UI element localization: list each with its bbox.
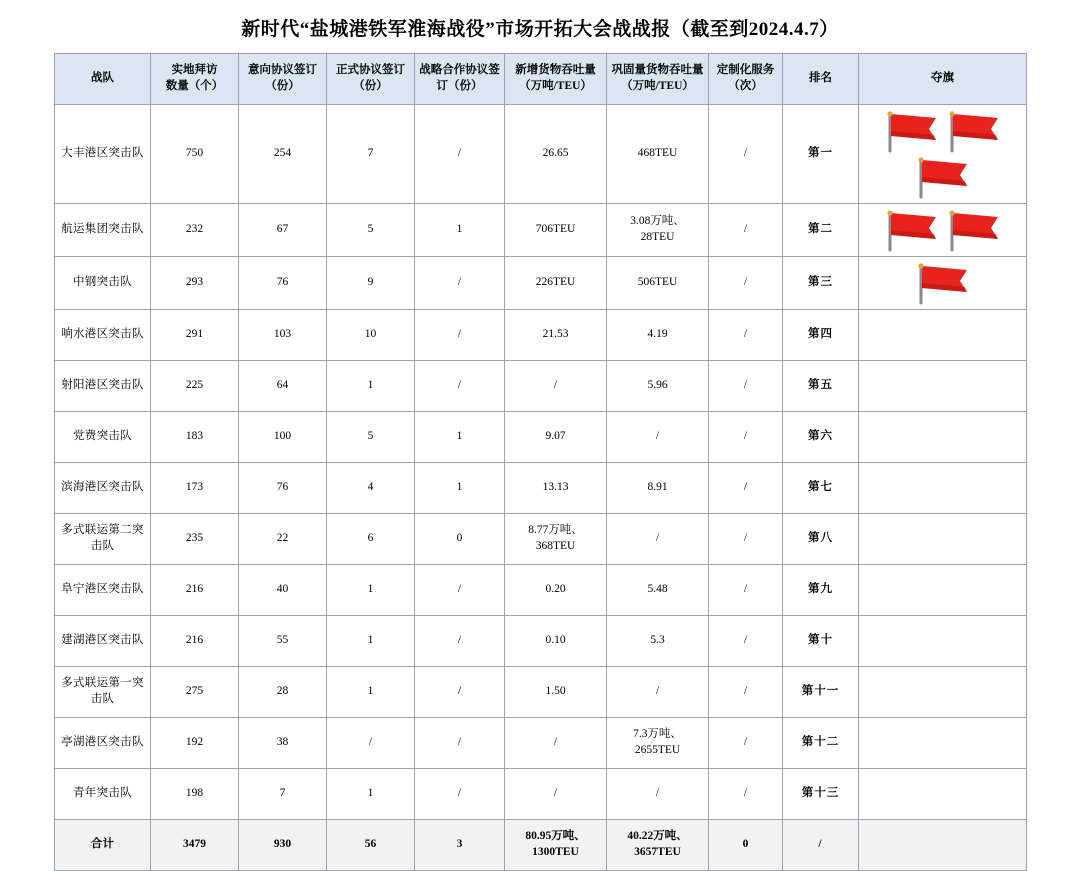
cell-new-throughput [505, 718, 607, 769]
flag-group [862, 588, 1023, 592]
cell-intent-agreements: 7 [239, 769, 327, 820]
cell-consolidated-throughput [607, 105, 709, 204]
cell-custom-service: / [709, 361, 783, 412]
cell-team: 滨海港区突击队 [55, 463, 151, 514]
cell-consolidated-throughput [607, 820, 709, 871]
cell-rank: 第二 [783, 204, 859, 257]
header-line: 实地拜访 [171, 64, 218, 77]
cell-rank: 第九 [783, 565, 859, 616]
cell-value [610, 214, 705, 245]
cell-intent-agreements: 38 [239, 718, 327, 769]
cell-strategic-agreements: 1 [415, 412, 505, 463]
table-row [55, 616, 1027, 667]
cell-value [610, 531, 705, 547]
cell-line: 1300TEU [532, 846, 579, 858]
cell-intent-agreements: 254 [239, 105, 327, 204]
cell-strategic-agreements: / [415, 667, 505, 718]
cell-team: 多式联运第二突击队 [55, 514, 151, 565]
victory-flag-icon [944, 208, 1004, 252]
cell-flags [859, 361, 1027, 412]
victory-flag-icon [882, 109, 942, 153]
table-row [55, 412, 1027, 463]
cell-value [508, 633, 603, 649]
cell-line: 3657TEU [634, 846, 681, 858]
cell-value [610, 727, 705, 758]
cell-team: 合计 [55, 820, 151, 871]
cell-intent-agreements: 76 [239, 463, 327, 514]
cell-consolidated-throughput [607, 514, 709, 565]
cell-visits: 173 [151, 463, 239, 514]
table-body [55, 105, 1027, 871]
cell-consolidated-throughput [607, 616, 709, 667]
cell-formal-agreements: / [327, 718, 415, 769]
flag-group [862, 690, 1023, 694]
cell-flags [859, 820, 1027, 871]
cell-line: / [553, 787, 558, 800]
cell-intent-agreements: 55 [239, 616, 327, 667]
cell-line: / [655, 430, 660, 443]
column-header-new-throughput [505, 54, 607, 105]
cell-flags [859, 718, 1027, 769]
cell-team: 大丰港区突击队 [55, 105, 151, 204]
cell-strategic-agreements: / [415, 616, 505, 667]
cell-new-throughput [505, 257, 607, 310]
cell-line: 226TEU [535, 276, 576, 289]
cell-line: 4.19 [647, 328, 668, 341]
cell-value [508, 275, 603, 291]
cell-line: 26.65 [542, 147, 569, 160]
cell-visits: 192 [151, 718, 239, 769]
cell-visits: 235 [151, 514, 239, 565]
cell-intent-agreements: 67 [239, 204, 327, 257]
cell-strategic-agreements: / [415, 718, 505, 769]
cell-line: / [553, 736, 558, 749]
header-line: （万吨/TEU） [519, 80, 592, 92]
cell-line: 0.10 [545, 634, 566, 647]
flag-group [862, 259, 1023, 307]
cell-value [508, 480, 603, 496]
cell-new-throughput [505, 820, 607, 871]
cell-line: 13.13 [542, 481, 569, 494]
cell-custom-service: 0 [709, 820, 783, 871]
cell-visits: 216 [151, 565, 239, 616]
cell-rank: 第三 [783, 257, 859, 310]
cell-line: 9.07 [545, 430, 566, 443]
page-title: 新时代“盐城港铁军淮海战役”市场开拓大会战战报（截至到2024.4.7） [241, 19, 839, 40]
cell-new-throughput [505, 514, 607, 565]
cell-custom-service: / [709, 565, 783, 616]
flag-group [862, 333, 1023, 337]
cell-intent-agreements: 40 [239, 565, 327, 616]
cell-visits: 198 [151, 769, 239, 820]
cell-team: 中钢突击队 [55, 257, 151, 310]
cell-custom-service: / [709, 769, 783, 820]
cell-consolidated-throughput [607, 667, 709, 718]
flag-group [862, 792, 1023, 796]
cell-value [610, 378, 705, 394]
column-header-visits [151, 54, 239, 105]
cell-value [610, 327, 705, 343]
cell-flags [859, 463, 1027, 514]
flag-group [862, 639, 1023, 643]
cell-flags [859, 204, 1027, 257]
cell-new-throughput [505, 463, 607, 514]
cell-team: 射阳港区突击队 [55, 361, 151, 412]
cell-formal-agreements: 56 [327, 820, 415, 871]
cell-value [508, 829, 603, 860]
cell-visits: 750 [151, 105, 239, 204]
cell-new-throughput [505, 616, 607, 667]
table-row [55, 565, 1027, 616]
cell-rank: / [783, 820, 859, 871]
column-header-team [55, 54, 151, 105]
cell-consolidated-throughput [607, 361, 709, 412]
cell-line: 2655TEU [634, 744, 681, 756]
table-total-row [55, 820, 1027, 871]
cell-formal-agreements: 1 [327, 769, 415, 820]
cell-value [508, 582, 603, 598]
header-line: 数量（个） [165, 80, 224, 92]
victory-flag-icon [913, 155, 973, 199]
cell-intent-agreements: 100 [239, 412, 327, 463]
cell-new-throughput [505, 310, 607, 361]
cell-strategic-agreements: / [415, 105, 505, 204]
cell-formal-agreements: 5 [327, 412, 415, 463]
cell-value [508, 327, 603, 343]
header-line: 排名 [809, 72, 832, 85]
cell-visits: 225 [151, 361, 239, 412]
victory-flag-icon [913, 261, 973, 305]
flag-group [862, 537, 1023, 541]
cell-new-throughput [505, 412, 607, 463]
cell-rank: 第六 [783, 412, 859, 463]
cell-value [610, 429, 705, 445]
cell-rank: 第十一 [783, 667, 859, 718]
cell-team: 党费突击队 [55, 412, 151, 463]
cell-formal-agreements: 4 [327, 463, 415, 514]
cell-team: 阜宁港区突击队 [55, 565, 151, 616]
cell-line: 21.53 [542, 328, 569, 341]
header-line: （万吨/TEU） [621, 80, 694, 92]
header-line: 新增货物吞吐量 [515, 64, 596, 77]
cell-line: 5.3 [650, 634, 665, 647]
cell-team: 建湖港区突击队 [55, 616, 151, 667]
cell-new-throughput [505, 565, 607, 616]
cell-new-throughput [505, 769, 607, 820]
cell-strategic-agreements: / [415, 310, 505, 361]
cell-new-throughput [505, 361, 607, 412]
cell-consolidated-throughput [607, 257, 709, 310]
cell-line: 8.77万吨、 [528, 524, 583, 537]
cell-line: 40.22万吨、 [627, 830, 688, 843]
victory-flag-icon [944, 109, 1004, 153]
cell-value [610, 786, 705, 802]
cell-custom-service: / [709, 718, 783, 769]
table-row [55, 257, 1027, 310]
cell-custom-service: / [709, 105, 783, 204]
header-line: （次） [728, 80, 763, 92]
battle-report-table [54, 53, 1027, 871]
cell-value [610, 633, 705, 649]
column-header-consolidated-throughput [607, 54, 709, 105]
cell-rank: 第十 [783, 616, 859, 667]
cell-intent-agreements: 103 [239, 310, 327, 361]
cell-formal-agreements: 1 [327, 667, 415, 718]
table-row [55, 361, 1027, 412]
victory-flag-icon [882, 208, 942, 252]
cell-custom-service: / [709, 667, 783, 718]
header-line: 定制化服务 [716, 64, 775, 77]
cell-custom-service: / [709, 310, 783, 361]
cell-custom-service: / [709, 616, 783, 667]
cell-formal-agreements: 9 [327, 257, 415, 310]
cell-line: 706TEU [535, 223, 576, 236]
column-header-rank [783, 54, 859, 105]
cell-value [508, 429, 603, 445]
header-line: （份） [265, 80, 300, 92]
table-row [55, 463, 1027, 514]
cell-visits: 183 [151, 412, 239, 463]
cell-line: 1.50 [545, 685, 566, 698]
cell-consolidated-throughput [607, 565, 709, 616]
column-header-intent-agreements [239, 54, 327, 105]
cell-new-throughput [505, 667, 607, 718]
cell-value [508, 222, 603, 238]
flag-group [862, 741, 1023, 745]
table-row [55, 310, 1027, 361]
cell-custom-service: / [709, 412, 783, 463]
table-row [55, 667, 1027, 718]
cell-visits: 275 [151, 667, 239, 718]
column-header-strategic-agreements [415, 54, 505, 105]
cell-value [610, 480, 705, 496]
cell-new-throughput [505, 105, 607, 204]
cell-flags [859, 310, 1027, 361]
cell-formal-agreements: 1 [327, 616, 415, 667]
cell-consolidated-throughput [607, 412, 709, 463]
cell-intent-agreements: 22 [239, 514, 327, 565]
cell-intent-agreements: 930 [239, 820, 327, 871]
cell-line: 8.91 [647, 481, 668, 494]
cell-formal-agreements: 1 [327, 361, 415, 412]
cell-flags [859, 565, 1027, 616]
cell-formal-agreements: 6 [327, 514, 415, 565]
cell-line: 5.48 [647, 583, 668, 596]
header-line: 战略合作协议签 [419, 64, 500, 77]
cell-consolidated-throughput [607, 204, 709, 257]
column-header-custom-service [709, 54, 783, 105]
header-line: 巩固量货物吞吐量 [611, 64, 704, 77]
cell-custom-service: / [709, 204, 783, 257]
cell-strategic-agreements: / [415, 257, 505, 310]
flag-group [862, 206, 1023, 254]
cell-strategic-agreements: / [415, 565, 505, 616]
cell-line: 368TEU [535, 540, 576, 552]
cell-team: 航运集团突击队 [55, 204, 151, 257]
cell-team: 青年突击队 [55, 769, 151, 820]
table-row [55, 769, 1027, 820]
cell-line: 0.20 [545, 583, 566, 596]
cell-intent-agreements: 76 [239, 257, 327, 310]
cell-value [508, 146, 603, 162]
cell-consolidated-throughput [607, 310, 709, 361]
header-line: （份） [353, 80, 388, 92]
cell-strategic-agreements: / [415, 769, 505, 820]
flag-group [862, 435, 1023, 439]
cell-flags [859, 616, 1027, 667]
table-container [54, 53, 1026, 871]
cell-rank: 第四 [783, 310, 859, 361]
cell-team: 响水港区突击队 [55, 310, 151, 361]
cell-strategic-agreements: 1 [415, 204, 505, 257]
cell-value [508, 378, 603, 394]
cell-value [508, 735, 603, 751]
cell-rank: 第十三 [783, 769, 859, 820]
cell-value [610, 275, 705, 291]
cell-flags [859, 412, 1027, 463]
cell-visits: 293 [151, 257, 239, 310]
cell-value [610, 146, 705, 162]
header-line: 夺旗 [931, 72, 954, 85]
cell-value [610, 582, 705, 598]
cell-custom-service: / [709, 514, 783, 565]
cell-team: 多式联运第一突击队 [55, 667, 151, 718]
cell-custom-service: / [709, 257, 783, 310]
cell-line: / [655, 685, 660, 698]
cell-consolidated-throughput [607, 463, 709, 514]
cell-strategic-agreements: 0 [415, 514, 505, 565]
flag-group [862, 384, 1023, 388]
cell-value [610, 684, 705, 700]
cell-line: / [655, 787, 660, 800]
cell-line: 28TEU [640, 231, 675, 243]
cell-line: 7.3万吨、 [633, 728, 682, 741]
table-header [55, 54, 1027, 105]
cell-value [508, 786, 603, 802]
cell-line: / [553, 379, 558, 392]
cell-line: 80.95万吨、 [525, 830, 586, 843]
cell-visits: 291 [151, 310, 239, 361]
cell-visits: 232 [151, 204, 239, 257]
header-line: 订（份） [436, 80, 483, 92]
cell-strategic-agreements: / [415, 361, 505, 412]
cell-formal-agreements: 5 [327, 204, 415, 257]
cell-flags [859, 514, 1027, 565]
cell-line: 468TEU [637, 147, 678, 160]
cell-line: 3.08万吨、 [630, 215, 685, 228]
header-line: 意向协议签订 [248, 64, 317, 77]
cell-rank: 第十二 [783, 718, 859, 769]
cell-new-throughput [505, 204, 607, 257]
cell-rank: 第一 [783, 105, 859, 204]
table-row [55, 514, 1027, 565]
cell-line: 506TEU [637, 276, 678, 289]
table-row [55, 105, 1027, 204]
flag-group [862, 486, 1023, 490]
cell-value [610, 829, 705, 860]
table-row [55, 204, 1027, 257]
cell-formal-agreements: 1 [327, 565, 415, 616]
cell-visits: 3479 [151, 820, 239, 871]
cell-rank: 第五 [783, 361, 859, 412]
column-header-formal-agreements [327, 54, 415, 105]
cell-strategic-agreements: 3 [415, 820, 505, 871]
cell-formal-agreements: 7 [327, 105, 415, 204]
cell-line: / [655, 532, 660, 545]
cell-value [508, 684, 603, 700]
cell-intent-agreements: 64 [239, 361, 327, 412]
table-row [55, 718, 1027, 769]
header-line: 正式协议签订 [336, 64, 405, 77]
cell-flags [859, 257, 1027, 310]
cell-intent-agreements: 28 [239, 667, 327, 718]
cell-line: 5.96 [647, 379, 668, 392]
cell-custom-service: / [709, 463, 783, 514]
column-header-flags [859, 54, 1027, 105]
cell-flags [859, 667, 1027, 718]
cell-visits: 216 [151, 616, 239, 667]
cell-flags [859, 769, 1027, 820]
cell-consolidated-throughput [607, 769, 709, 820]
cell-team: 亭湖港区突击队 [55, 718, 151, 769]
header-line: 战队 [91, 72, 114, 85]
cell-strategic-agreements: 1 [415, 463, 505, 514]
flag-group [862, 843, 1023, 847]
cell-formal-agreements: 10 [327, 310, 415, 361]
cell-consolidated-throughput [607, 718, 709, 769]
cell-value [508, 523, 603, 554]
cell-rank: 第八 [783, 514, 859, 565]
cell-rank: 第七 [783, 463, 859, 514]
cell-flags [859, 105, 1027, 204]
table-header-row [55, 54, 1027, 105]
flag-group [862, 107, 1023, 201]
